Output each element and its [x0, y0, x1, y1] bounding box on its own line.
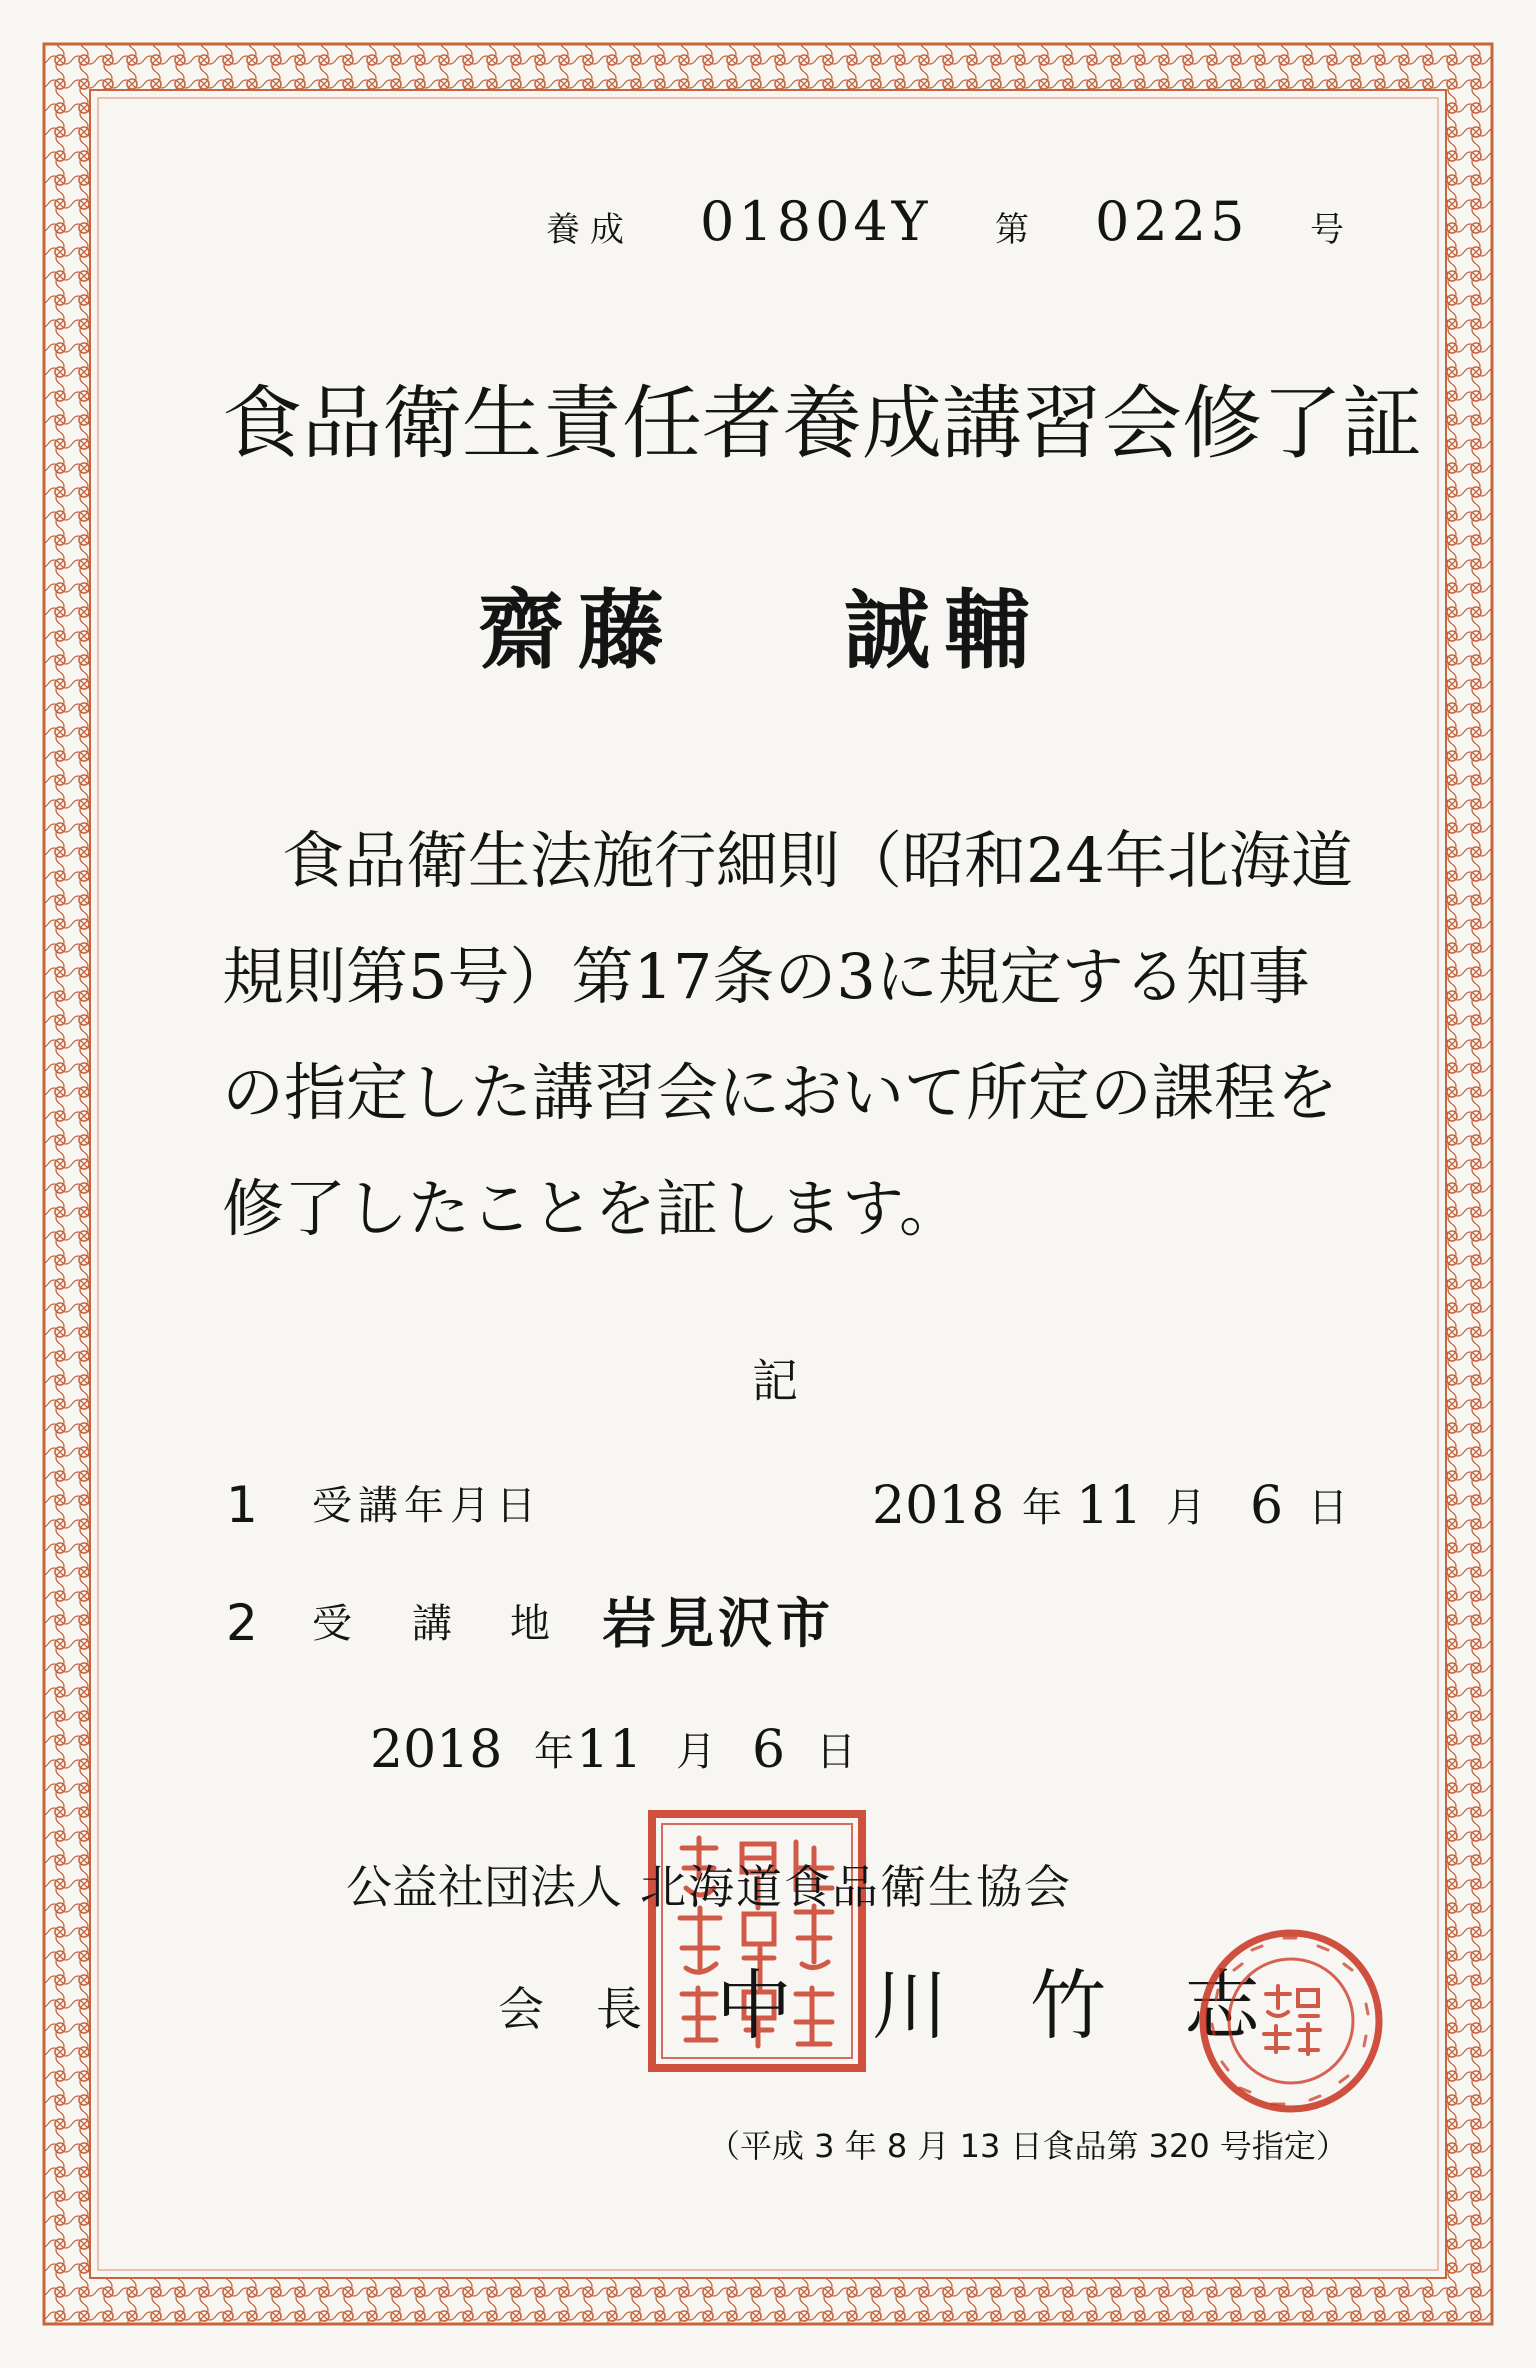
body-line-2: 規則第5号）第17条の3に規定する知事	[222, 940, 1310, 1013]
item1-day-unit: 日	[1308, 1485, 1348, 1531]
designation-footnote: （平成 3 年 8 月 13 日食品第 320 号指定）	[708, 2127, 1348, 2165]
issue-day-unit: 日	[816, 1729, 856, 1775]
cert-go-label: 号	[1310, 210, 1354, 250]
body-line-4: 修了したことを証します。	[222, 1172, 962, 1245]
president-round-seal	[1194, 1924, 1388, 2118]
item1-number: 1	[226, 1476, 258, 1534]
cert-dai-label: 第	[995, 210, 1039, 250]
issue-year: 2018	[370, 1720, 503, 1780]
issuer-org-name: 北海道食品衛生協会	[640, 1860, 1072, 1914]
recipient-given-name: 誠輔	[844, 580, 1044, 681]
item1-day: 6	[1250, 1476, 1284, 1536]
president-label-char-2: 長	[596, 1982, 642, 2036]
ki-heading: 記	[752, 1354, 798, 1408]
item1-year-unit: 年	[1022, 1485, 1062, 1531]
president-name-char-4: 志	[1184, 1961, 1260, 2050]
president-name-char-1: 中	[716, 1961, 792, 2050]
item1-month: 11	[1076, 1476, 1143, 1536]
item1-year: 2018	[872, 1476, 1005, 1536]
president-label-char-1: 会	[498, 1982, 544, 2036]
recipient-family-name: 齋藤	[478, 580, 678, 681]
cert-series-number: 01804Y	[700, 190, 932, 253]
issue-month-unit: 月	[676, 1729, 716, 1775]
issue-day: 6	[752, 1720, 786, 1780]
president-name-char-2: 川	[872, 1961, 948, 2050]
item1-month-unit: 月	[1166, 1485, 1206, 1531]
item2-label-char-2: 講	[412, 1601, 458, 1647]
issue-month: 11	[576, 1720, 643, 1780]
item2-label-char-1: 受	[312, 1601, 358, 1647]
body-line-3: の指定した講習会において所定の課程を	[222, 1056, 1339, 1129]
item2-number: 2	[226, 1594, 258, 1652]
cert-number: 0225	[1095, 190, 1249, 253]
cert-number-prefix: 養成	[546, 210, 634, 250]
item2-label-char-3: 地	[510, 1601, 556, 1647]
certificate-title: 食品衛生責任者養成講習会修了証	[222, 377, 1422, 470]
body-line-1: 食品衛生法施行細則（昭和24年北海道	[282, 824, 1353, 897]
lecture-place: 岩見沢市	[602, 1591, 834, 1655]
issue-year-unit: 年	[534, 1729, 574, 1775]
president-name-char-3: 竹	[1030, 1961, 1106, 2050]
item1-label: 受講年月日	[312, 1483, 542, 1529]
issuer-org-type: 公益社団法人	[346, 1860, 622, 1914]
